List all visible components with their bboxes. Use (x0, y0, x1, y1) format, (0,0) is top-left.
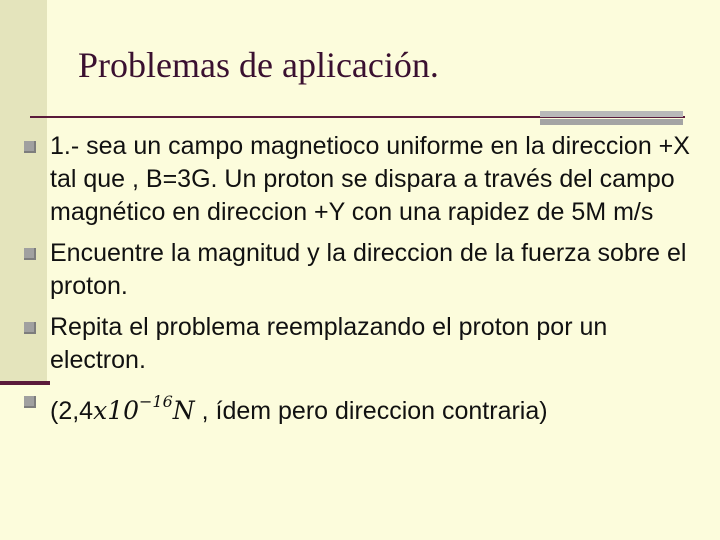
list-item (24, 311, 694, 377)
item-text: Encuentre la magnitud y la direccion de la fuerza sobre el proton. (50, 239, 687, 300)
answer-suffix: , ídem pero direccion contraria) (194, 397, 548, 425)
divider-accent-top (540, 111, 683, 117)
list-item (24, 385, 694, 428)
answer-exponent: −16 (139, 392, 173, 411)
answer-math-base: x10 (93, 396, 140, 425)
answer-prefix: (2,4 (50, 397, 94, 425)
square-bullet-icon (24, 396, 36, 408)
square-bullet-icon (24, 248, 36, 260)
divider-accent-bottom (540, 119, 683, 125)
slide-content (24, 130, 694, 436)
square-bullet-icon (24, 141, 36, 153)
slide-title: Problemas de aplicación. (78, 45, 439, 85)
square-bullet-icon (24, 322, 36, 334)
item-text: 1.- sea un campo magnetioco uniforme en la direccion +X tal que , B=3G. Un proton se dispara a través del campo magnético en direccion +Y con una rapidez de 5M m/s (50, 132, 690, 226)
answer-unit: N (172, 396, 195, 425)
list-item (24, 130, 694, 229)
list-item (24, 237, 694, 303)
item-text: Repita el problema reemplazando el proton por un electron. (50, 313, 608, 374)
